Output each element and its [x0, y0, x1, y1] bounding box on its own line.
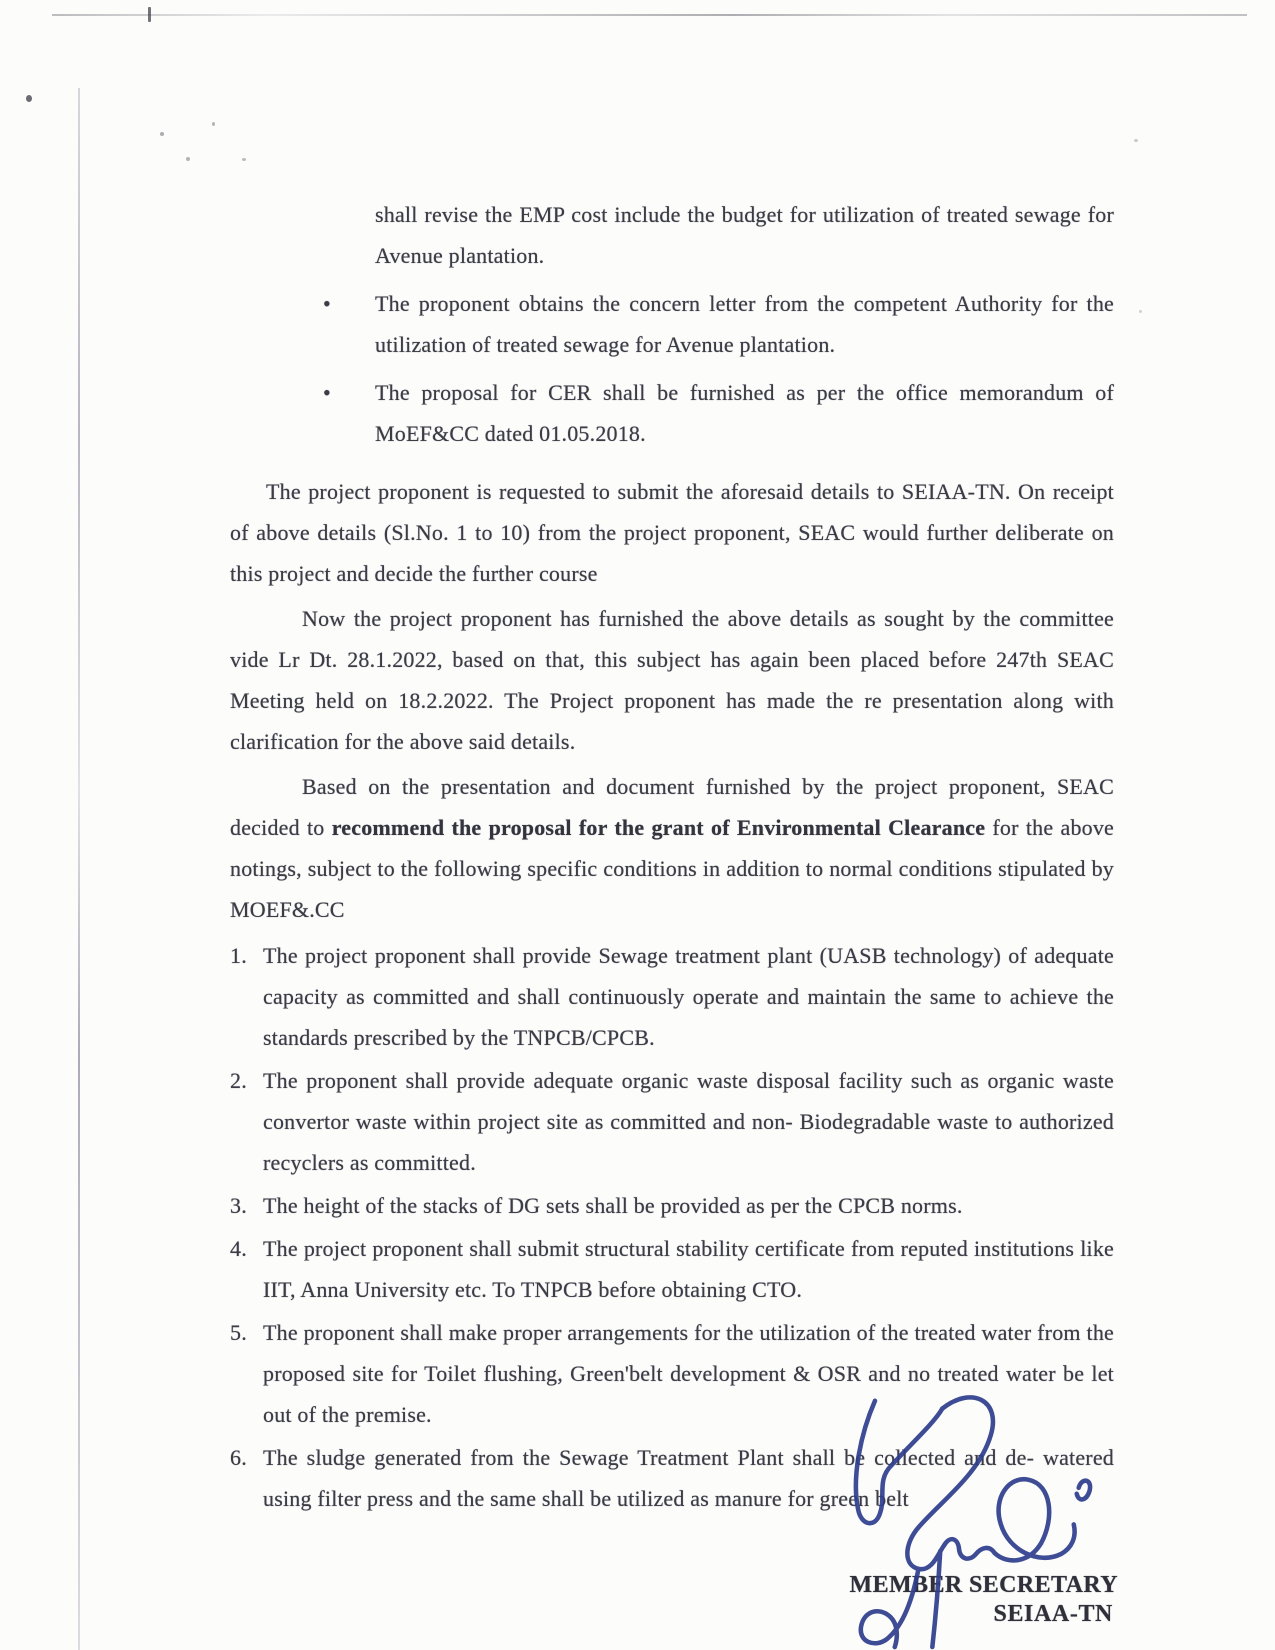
- scan-artifact-top-line: [52, 14, 1247, 16]
- condition-number: 5.: [230, 1320, 247, 1345]
- bullet-continuation-text: shall revise the EMP cost include the budget for utilization of treated sewage for Avenue plantation.: [375, 202, 1114, 268]
- bullet-item: [323, 372, 1114, 454]
- paragraph-furnished-details: Now the project proponent has furnished the above details as sought by the committee vide Lr Dt. 28.1.2022, based on that, this subject has again been placed before 247th SEAC Meeting held on 18.2.2022. The Project proponent has made the re presentation along with clarification for the above said details.: [230, 606, 1114, 754]
- recommendation-post-text: for the above notings, subject to the following specific conditions in addition to normal conditions stipulated by MOEF&.CC: [230, 815, 1115, 922]
- bullet-section: [230, 194, 1114, 454]
- recommendation-pre-text: Based on the presentation and document furnished by the project proponent, SEAC decided to: [230, 774, 1114, 840]
- scan-speck: [1134, 139, 1138, 142]
- scan-speck: [160, 132, 164, 136]
- condition-item-3: [230, 1185, 1114, 1226]
- scan-speck: [26, 95, 32, 102]
- bullet-icon: •: [323, 380, 331, 405]
- condition-number: 2.: [230, 1068, 247, 1093]
- condition-text: The height of the stacks of DG sets shall be provided as per the CPCB norms.: [263, 1193, 963, 1218]
- condition-text: The proponent shall provide adequate organic waste disposal facility such as organic waste convertor waste within project site as committed and non- Biodegradable waste to authorized recyclers as committed.: [263, 1068, 1114, 1175]
- condition-number: 6.: [230, 1445, 247, 1470]
- bullet-item-text: The proposal for CER shall be furnished as per the office memorandum of MoEF&CC dated 01.05.2018.: [375, 380, 1114, 446]
- scan-artifact-left-edge-line: [78, 88, 80, 1650]
- bullet-icon: •: [323, 291, 331, 316]
- condition-number: 3.: [230, 1193, 247, 1218]
- scan-speck: [242, 158, 246, 161]
- scan-speck: [212, 122, 215, 126]
- scan-artifact-top-tick: [148, 7, 151, 22]
- document-body: [230, 194, 1114, 1519]
- condition-item-2: [230, 1060, 1114, 1183]
- condition-item-1: [230, 935, 1114, 1058]
- condition-text: The proponent shall make proper arrangements for the utilization of the treated water from the proposed site for Toilet flushing, Green'belt development & OSR and no treated water be let out of the premise.: [263, 1320, 1114, 1427]
- condition-text: The project proponent shall submit structural stability certificate from reputed institutions like IIT, Anna University etc. To TNPCB before obtaining CTO.: [263, 1236, 1114, 1302]
- condition-text: The sludge generated from the Sewage Treatment Plant shall be collected and de- watered using filter press and the same shall be utilized as manure for green belt: [263, 1445, 1114, 1511]
- condition-number: 1.: [230, 943, 247, 968]
- condition-number: 4.: [230, 1236, 247, 1261]
- bullet-item-text: The proponent obtains the concern letter from the competent Authority for the utilization of treated sewage for Avenue plantation.: [375, 291, 1114, 357]
- condition-text: The project proponent shall provide Sewage treatment plant (UASB technology) of adequate capacity as committed and shall continuously operate and maintain the same to achieve the standards prescribed by the TNPCB/CPCB.: [263, 943, 1114, 1050]
- condition-item-4: [230, 1228, 1114, 1310]
- scan-speck: [1139, 310, 1142, 313]
- handwritten-signature: [822, 1383, 1102, 1650]
- member-secretary-title: MEMBER SECRETARY: [849, 1572, 1118, 1598]
- paragraph-recommendation: [230, 766, 1114, 930]
- scan-speck: [186, 157, 190, 161]
- paragraph-request-details: The project proponent is requested to submit the aforesaid details to SEIAA-TN. On receipt of above details (Sl.No. 1 to 10) from the project proponent, SEAC would further deliberate on this project and decide the further course: [230, 479, 1114, 586]
- bullet-item: [323, 283, 1114, 365]
- seiaa-tn-label: SEIAA-TN: [993, 1601, 1113, 1627]
- recommendation-bold-text: recommend the proposal for the grant of Environmental Clearance: [331, 815, 986, 840]
- bullet-list: [323, 283, 1114, 454]
